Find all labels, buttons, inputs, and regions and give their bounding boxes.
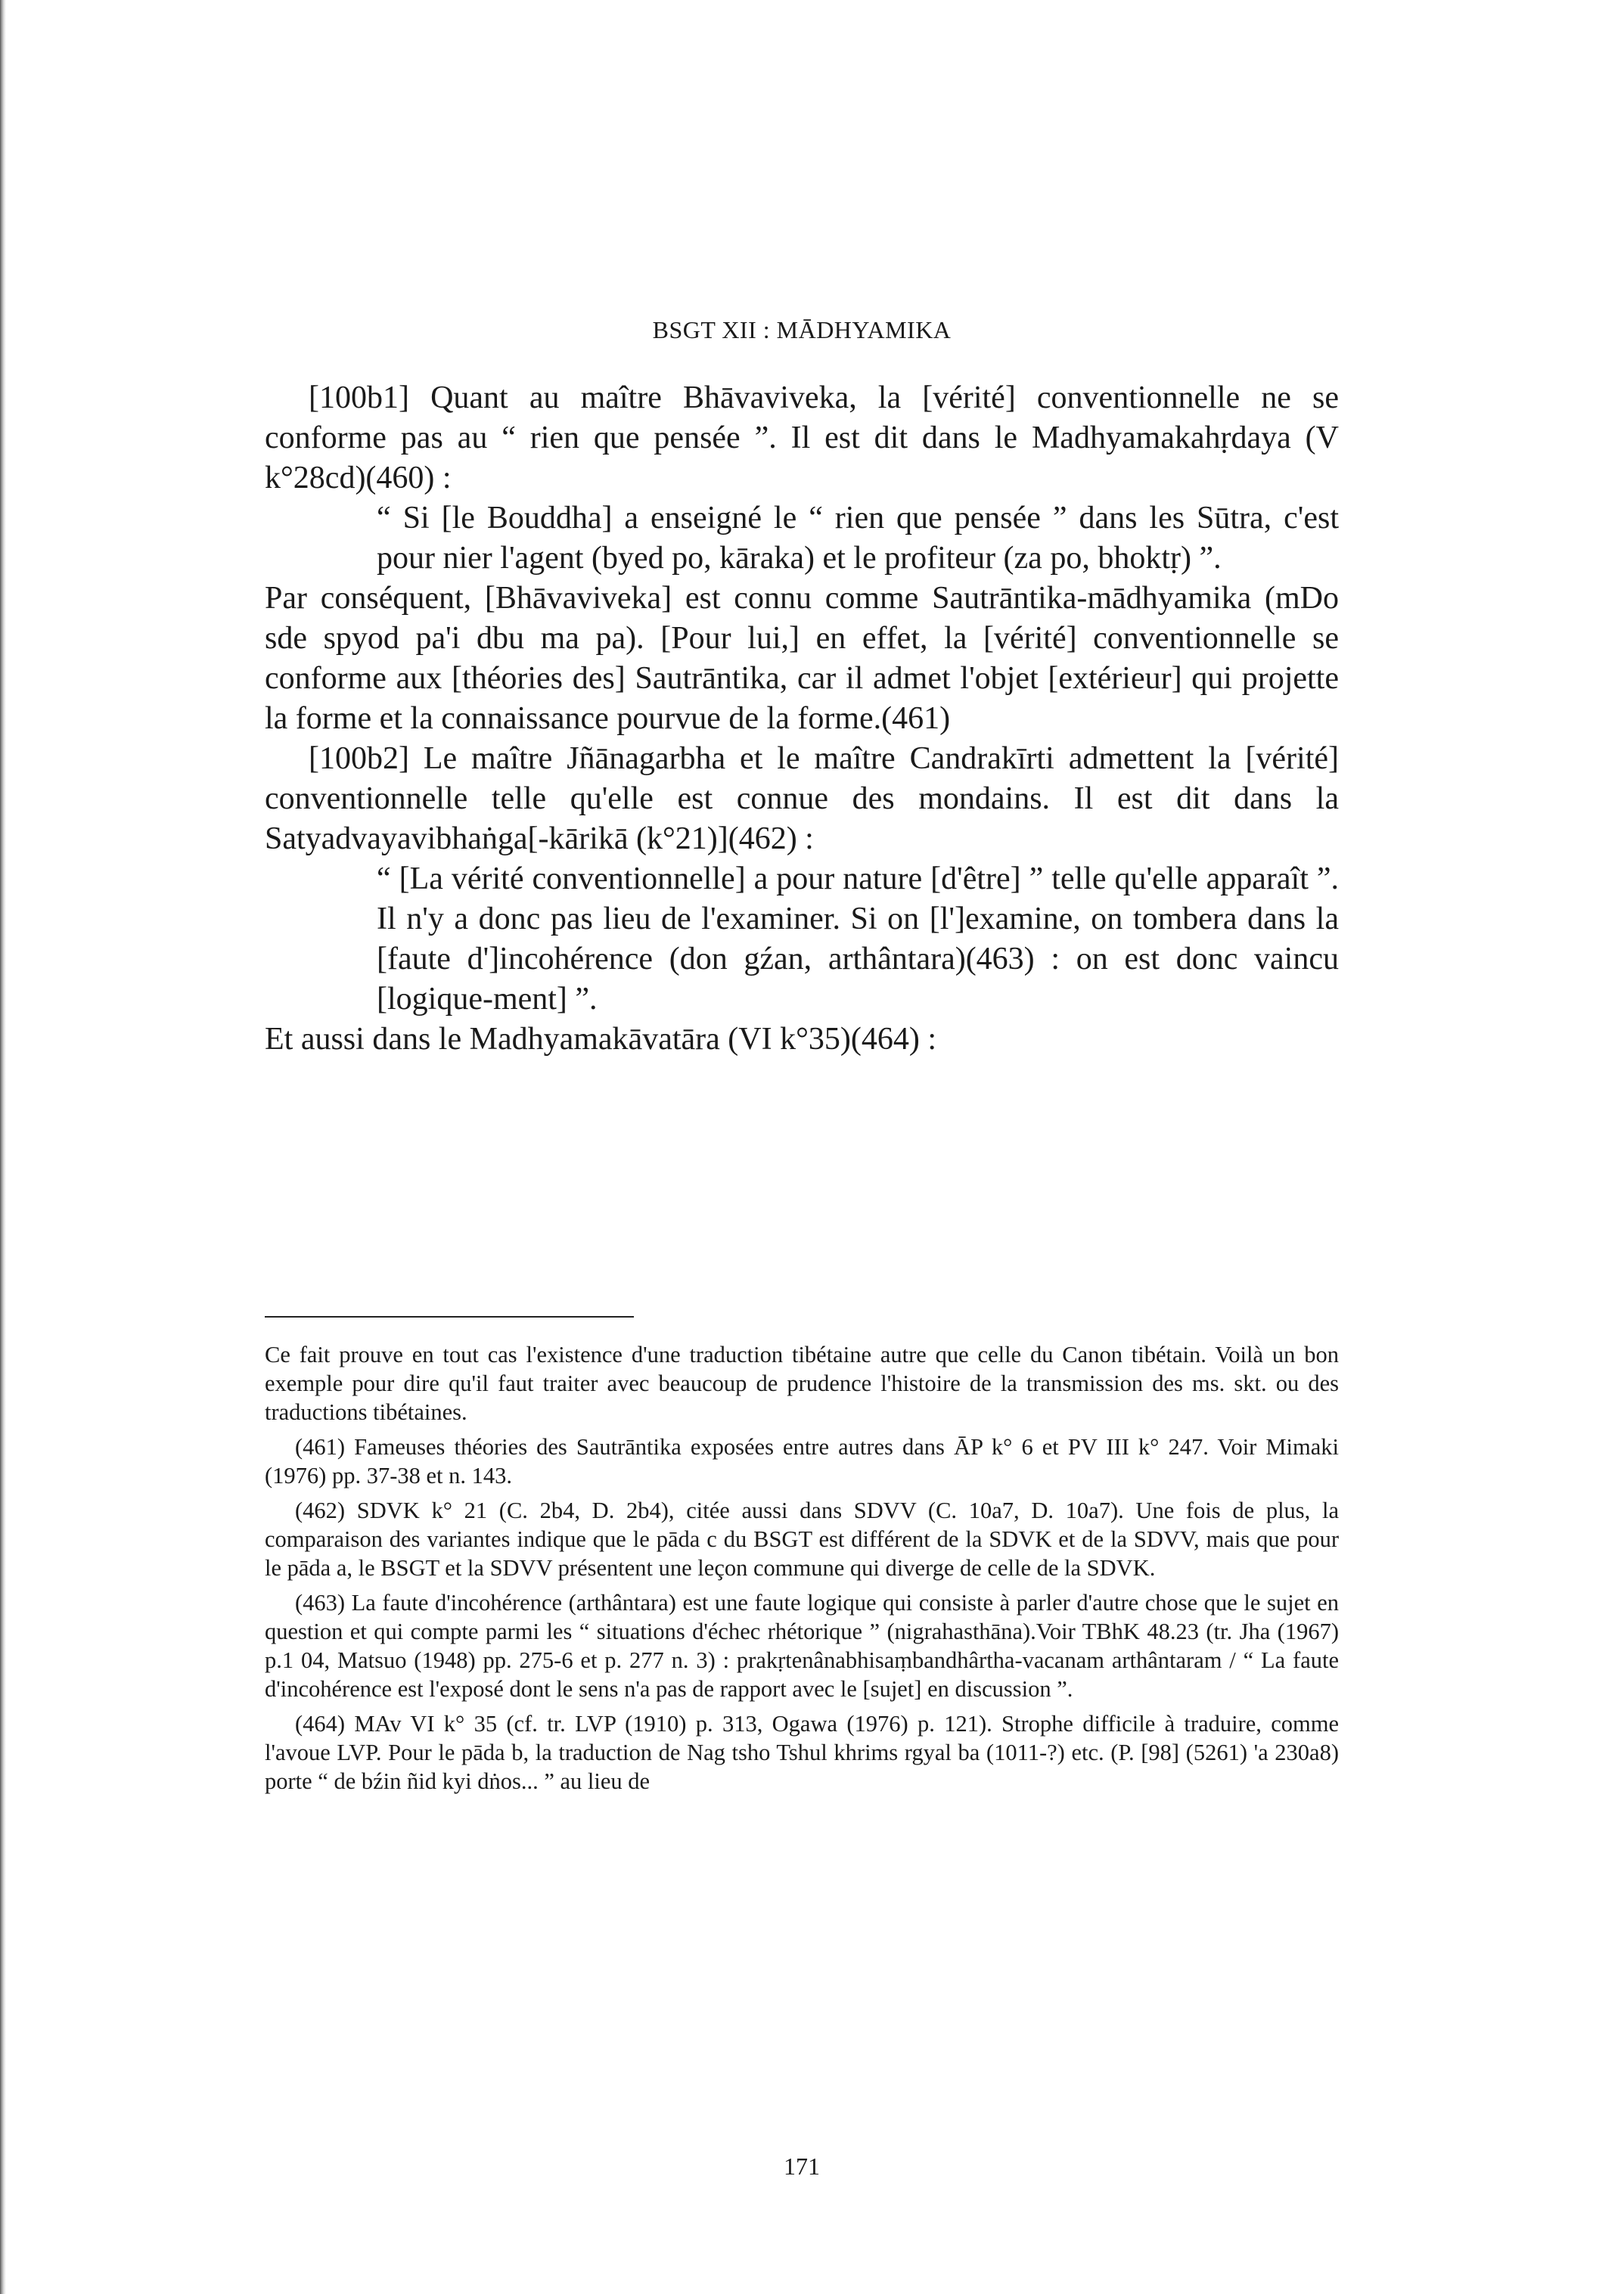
paragraph-madhyamakavatara: Et aussi dans le Madhyamakāvatāra (VI k°35)(464) : [265, 1022, 937, 1057]
scan-edge [0, 0, 6, 2294]
running-header: BSGT XII : MĀDHYAMIKA [652, 316, 952, 343]
page-number: 171 [784, 2153, 820, 2180]
main-text [265, 378, 1339, 1060]
paragraph-bhavaviveka: [100b1] Quant au maître Bhāvaviveka, la [vérité] conventionnelle ne se conforme pas au “ rien que pensée ”. Il est dit dans le Madhyamakahṛdaya (V k°28cd)(460) : [265, 380, 1339, 495]
quote-satyadvaya: “ [La vérité conventionnelle] a pour nature [d'être] ” telle qu'elle apparaît ”. Il n'y a donc pas lieu de l'examiner. Si on [l']examine, on tombera dans la [faute d']incohérence (don gźan, arthântara)(463) : on est donc vaincu [logique-ment] ”. [377, 861, 1339, 1017]
paragraph-sautrantika: Par conséquent, [Bhāvaviveka] est connu comme Sautrāntika-mādhyamika (mDo sde spyod pa'i dbu ma pa). [Pour lui,] en effet, la [vérité] conventionnelle se conforme aux [théories des] Sautrāntika, car il admet l'objet [extérieur] qui projette la forme et la connaissance pourvue de la forme.(461) [265, 581, 1339, 736]
footnote-continuation: Ce fait prouve en tout cas l'existence d'une traduction tibétaine autre que celle du Canon tibétain. Voilà un bon exemple pour dire qu'il faut traiter avec beaucoup de prudence l'histoire de la transmission des ms. skt. ou des traductions tibétaines. [265, 1342, 1339, 1425]
footnote-461: (461) Fameuses théories des Sautrāntika exposées entre autres dans ĀP k° 6 et PV III k° 247. Voir Mimaki (1976) pp. 37-38 et n. 143. [265, 1434, 1339, 1488]
footnote-rule [265, 1316, 634, 1318]
footnotes [265, 1340, 1339, 1802]
footnote-464: (464) MAv VI k° 35 (cf. tr. LVP (1910) p. 313, Ogawa (1976) p. 121). Strophe difficile à traduire, comme l'avoue LVP. Pour le pāda b, la traduction de Nag tsho Tshul khrims rgyal ba (1011-?) etc. (P. [98] (5261) 'a 230a8) porte “ de bźin ñid kyi dṅos... ” au lieu de [265, 1711, 1339, 1794]
paragraph-jnanagarbha: [100b2] Le maître Jñānagarbha et le maître Candrakīrti admettent la [vérité] conventionnelle telle qu'elle est connue des mondains. Il est dit dans la Satyadvayavibhaṅga[-kārikā (k°21)](462) : [265, 741, 1339, 856]
footnote-463: (463) La faute d'incohérence (arthântara) est une faute logique qui consiste à parler d'autre chose que le sujet en question et qui compte parmi les “ situations d'échec rhétorique ” (nigrahasthāna).Voir TBhK 48.23 (tr. Jha (1967) p.1 04, Matsuo (1948) pp. 275-6 et p. 277 n. 3) : prakṛtenânabhisaṃbandhârtha-vacanam arthântaram / “ La faute d'incohérence est l'exposé dont le sens n'a pas de rapport avec le [sujet] en discussion ”. [265, 1590, 1339, 1702]
quote-madhyamakahrdaya: “ Si [le Bouddha] a enseigné le “ rien que pensée ” dans les Sūtra, c'est pour nier l'agent (byed po, kāraka) et le profiteur (za po, bhoktṛ) ”. [377, 501, 1339, 576]
footnote-462: (462) SDVK k° 21 (C. 2b4, D. 2b4), citée aussi dans SDVV (C. 10a7, D. 10a7). Une fois de plus, la comparaison des variantes indique que le pāda c du BSGT est différent de la SDVK et de la SDVV, mais que pour le pāda a, le BSGT et la SDVV présentent une leçon commune qui diverge de celle de la SDVK. [265, 1498, 1339, 1581]
